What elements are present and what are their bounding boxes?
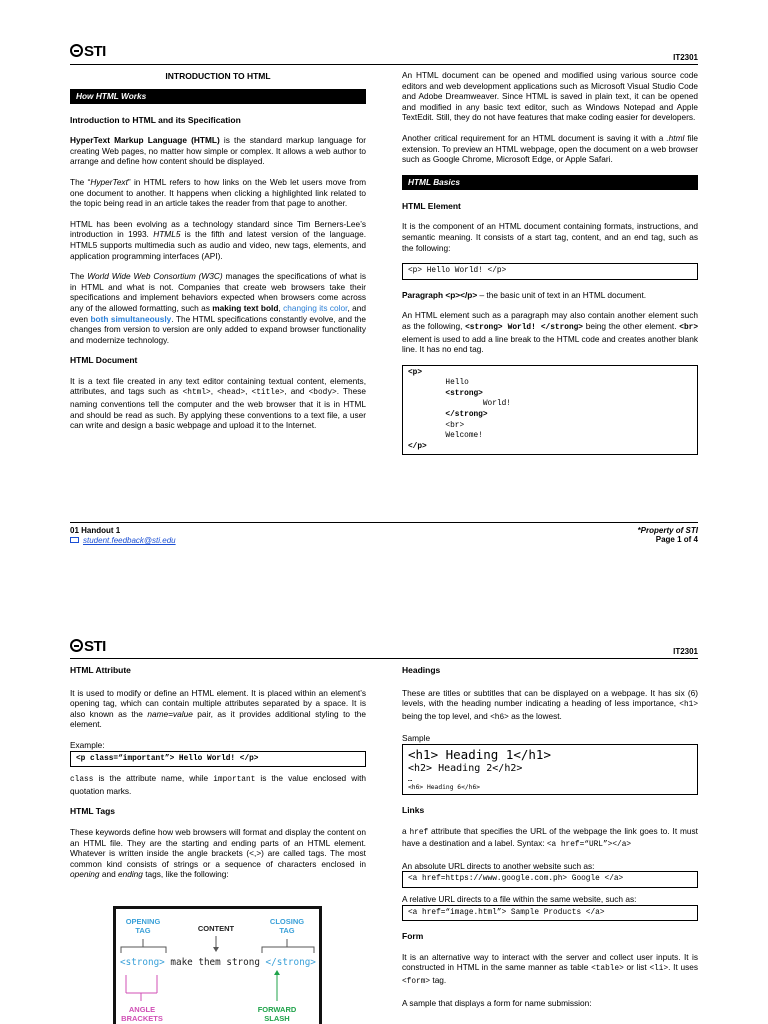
paragraph: Paragraph <p></p> – the basic unit of text in an HTML document. xyxy=(402,289,647,300)
sti-logo: STI xyxy=(70,638,106,655)
tag-anatomy-code: <strong> make them strong </strong> xyxy=(120,957,316,968)
section-heading: HTML Tags xyxy=(70,806,116,817)
h2-sample: <h2> Heading 2</h2> xyxy=(408,762,523,774)
sti-logo-icon xyxy=(70,44,83,57)
section-band: HTML Basics xyxy=(402,175,698,190)
code-line: <strong> xyxy=(408,389,483,398)
left-column xyxy=(70,71,366,441)
code-line: Welcome! xyxy=(408,432,483,441)
opening-tag-label: OPENING TAG xyxy=(125,917,161,935)
paragraph: a href attribute that specifies the URL of the webpage the link goes to. It must have a destination and a label. Syntax: <a href=“URL”></a> xyxy=(402,825,698,850)
code-line: </strong> xyxy=(408,411,488,420)
absolute-url-code: <a href=https://www.google.com.ph> Google </a> xyxy=(402,871,698,888)
section-heading: Links xyxy=(402,804,425,815)
relative-url-label: A relative URL directs to a file within the same website, such as: xyxy=(402,893,637,904)
code-sample: <p class=“important”> Hello World! </p> xyxy=(70,751,366,768)
section-heading: Form xyxy=(402,931,424,942)
headings-sample xyxy=(402,744,698,795)
course-code: IT2301 xyxy=(673,53,698,62)
handout-label: 01 Handout 1 xyxy=(70,526,121,535)
paragraph: A sample that displays a form for name submission: xyxy=(402,997,592,1008)
code-line: <p> xyxy=(408,368,423,377)
section-heading: HTML Element xyxy=(402,200,461,211)
footer-left xyxy=(70,526,176,545)
section-band: How HTML Works xyxy=(70,89,366,104)
right-column xyxy=(402,665,698,1018)
content-label: CONTENT xyxy=(197,924,235,933)
right-column xyxy=(402,70,698,465)
code-line: Hello xyxy=(408,379,469,388)
sti-logo-icon xyxy=(70,639,83,652)
paragraph: HTML has been evolving as a technology standard since Tim Berners-Lee’s introduction in 1993. HTML5 is the fifth and latest version of the language. HTML5 supports multimedia such as audio and video, new tags, elements, and application programming interfaces (API). xyxy=(70,218,367,261)
paragraph: These keywords define how web browsers will format and display the content on an HTML file. They are the starting and ending parts of an HTML element. Whatever is written inside the angle brackets (<,>) are called tags. The most common kind consists of strings or a sequence of characters enclosed in opening and ending tags, like the following: xyxy=(70,826,366,880)
sti-logo: STI xyxy=(70,43,106,60)
paragraph: It is a text file created in any text editor containing textual content, elements, attributes, and tags such as <html>, <head>, <title>, and <body>. These naming conventions tell the computer and the web browser that it is in HTML and should be read as such. By applying these conventions to a text file, a user can write and design a basic webpage and upload it to the Internet. xyxy=(70,375,366,431)
section-heading: HTML Document xyxy=(70,355,138,366)
section-heading: Headings xyxy=(402,665,441,675)
code-sample: <p> Hello World! </p> xyxy=(402,263,698,280)
code-line: </p> xyxy=(408,442,427,451)
paragraph: The “HyperText” in HTML refers to how links on the Web let users move from one document to another. It happens when clicking a highlighted link related to the topic being read in an article takes the reader from that page to another. xyxy=(70,176,366,209)
paragraph: Another critical requirement for an HTML document is saving it with a .html file extension. To preview an HTML webpage, open the document on a web browser such as Google Chrome, Microsoft Edge, or Apple Safari. xyxy=(402,132,698,165)
angle-brackets-label: ANGLE BRACKETS xyxy=(121,1005,163,1023)
absolute-url-label: An absolute URL directs to another website such as: xyxy=(402,860,595,871)
footer-right xyxy=(638,526,698,544)
page-number: Page 1 of 4 xyxy=(655,535,698,544)
forward-slash-label: FORWARD SLASH xyxy=(257,1005,297,1023)
course-code: IT2301 xyxy=(673,647,698,656)
relative-url-code: <a href=“image.html”> Sample Products </a> xyxy=(402,905,698,922)
page-title: INTRODUCTION TO HTML xyxy=(165,71,271,81)
header-rule xyxy=(70,64,698,65)
left-column xyxy=(70,665,366,890)
property-note: *Property of STI xyxy=(637,526,698,535)
paragraph: HyperText Markup Language (HTML) is the standard markup language for creating Web pages, no matter how simple or complex. It allows a web author to arrange and define how content should be displayed. xyxy=(70,135,366,167)
paragraph: It is used to modify or define an HTML element. It is placed within an element’s opening tag, which can contain multiple attributes separated by a space. It is also known as the name=value pair, as it provides additional styling to the element. xyxy=(70,687,366,730)
example-label: Example: xyxy=(70,739,105,750)
feedback-email-link[interactable]: student.feedback@sti.edu xyxy=(83,536,176,545)
section-heading: Introduction to HTML and its Specification xyxy=(70,114,241,125)
paragraph: class is the attribute name, while important is the value enclosed with quotation marks. xyxy=(70,773,366,796)
paragraph: An HTML element such as a paragraph may also contain another element such as the following, <strong> World! </strong> being the other element. <br> element is used to add a line break to the HTML code and creates another blank line. It has no end tag. xyxy=(402,310,698,355)
h1-sample: <h1> Heading 1</h1> xyxy=(408,746,551,762)
code-line: <br> xyxy=(408,421,465,430)
handout-page-2 xyxy=(0,628,768,1024)
paragraph: These are titles or subtitles that can be displayed on a webpage. It has six (6) levels, with the heading number indicating a heading of less importance, <h1> being the top level, and <h6> as the lowest. xyxy=(402,687,698,722)
code-sample-nested xyxy=(402,365,698,456)
code-line: World! xyxy=(408,400,511,409)
paragraph: It is an alternative way to interact with the server and collect user inputs. It is constructed in HTML in the same manner as table <table> or list <li>. It uses <form> tag. xyxy=(402,951,698,986)
sample-label: Sample xyxy=(402,733,431,744)
paragraph: An HTML document can be opened and modified using various source code editors and web development applications such as Microsoft Visual Studio Code and Adobe Dreamweaver. Since HTML is saved in plain text, it can be opened and modified in any basic text editor, such as Windows Notepad and Apple TextEdit. Still, they do not have features that make coding easier for developers. xyxy=(402,70,698,123)
closing-tag-label: CLOSING TAG xyxy=(269,917,305,935)
tag-anatomy-figure xyxy=(113,906,322,1024)
header-rule xyxy=(70,658,698,659)
paragraph: The World Wide Web Consortium (W3C) manages the specifications of what is in HTML and what is not. Companies that create web browsers take their specifications and implement behaviors expected when browsers come across any of the allowed formatting, such as making text bold, changing its color, and even both simultaneously. The HTML specifications constantly evolve, and the changes from version to version are only added to expand browser functionality and modernize technology. xyxy=(70,271,367,345)
mail-icon xyxy=(70,537,79,543)
footer-rule xyxy=(70,522,698,523)
h6-sample: <h6> Heading 6</h6> xyxy=(408,783,481,791)
ellipsis: … xyxy=(408,774,413,783)
paragraph: It is the component of an HTML document containing formats, instructions, and semantic meaning. It consists of a start tag, content, and an end tag, such as the following: xyxy=(402,221,698,253)
section-heading: HTML Attribute xyxy=(70,665,131,675)
